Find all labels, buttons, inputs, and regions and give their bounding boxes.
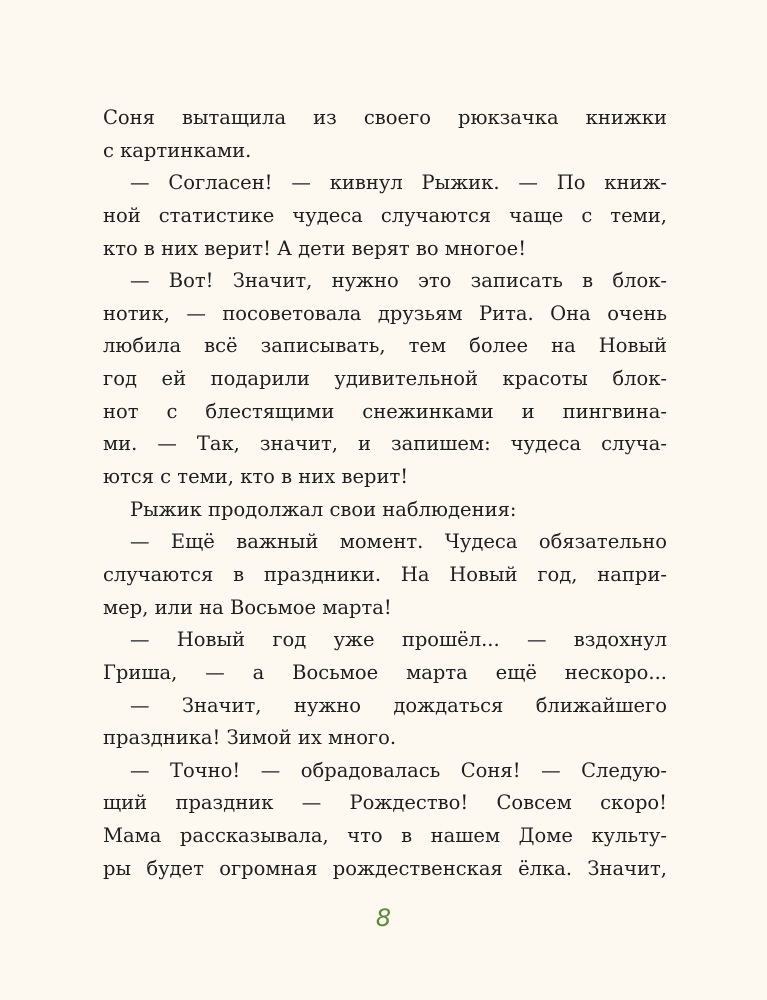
text-line: — Согласен! — кивнул Рыжик. — По книж-	[130, 171, 667, 195]
text-line: праздника! Зимой их много.	[103, 726, 397, 750]
text-line: любила всё записывать, тем более на Новый	[103, 334, 667, 358]
text-line: нотик, — посоветовала друзьям Рита. Она очень	[103, 301, 667, 325]
text-line: ми. — Так, значит, и запишем: чудеса случа-	[103, 432, 667, 456]
text-line: Гриша, — а Восьмое марта ещё нескоро...	[103, 660, 667, 684]
text-line: ры будет огромная рождественская ёлка. Значит,	[103, 856, 667, 880]
text-line: — Точно! — обрадовалась Соня! — Следую-	[130, 758, 667, 782]
text-line: кто в них верит! А дети верят во многое!	[103, 236, 527, 260]
text-line: ются с теми, кто в них верит!	[103, 465, 409, 489]
text-line: нот с блестящими снежинками и пингвина-	[103, 399, 667, 423]
text-line: с картинками.	[103, 138, 252, 162]
page-number: 8	[375, 904, 392, 932]
text-line: — Вот! Значит, нужно это записать в блок-	[130, 269, 667, 293]
text-line: — Новый год уже прошёл... — вздохнул	[130, 628, 667, 652]
text-line: мер, или на Восьмое марта!	[103, 595, 392, 619]
text-line: — Значит, нужно дождаться ближайшего	[130, 693, 667, 717]
text-line: год ей подарили удивительной красоты блок-	[103, 367, 667, 391]
page-body-text	[103, 102, 667, 885]
text-line: Рыжик продолжал свои наблюдения:	[130, 497, 517, 521]
text-line: щий праздник — Рождество! Совсем скоро!	[103, 791, 667, 815]
text-line: ной статистике чудеса случаются чаще с теми,	[103, 203, 667, 227]
text-line: Мама рассказывала, что в нашем Доме культу-	[103, 824, 667, 848]
text-line: — Ещё важный момент. Чудеса обязательно	[130, 530, 667, 554]
text-line: Соня вытащила из своего рюкзачка книжки	[103, 106, 667, 129]
text-line: случаются в праздники. На Новый год, напри-	[103, 562, 667, 586]
